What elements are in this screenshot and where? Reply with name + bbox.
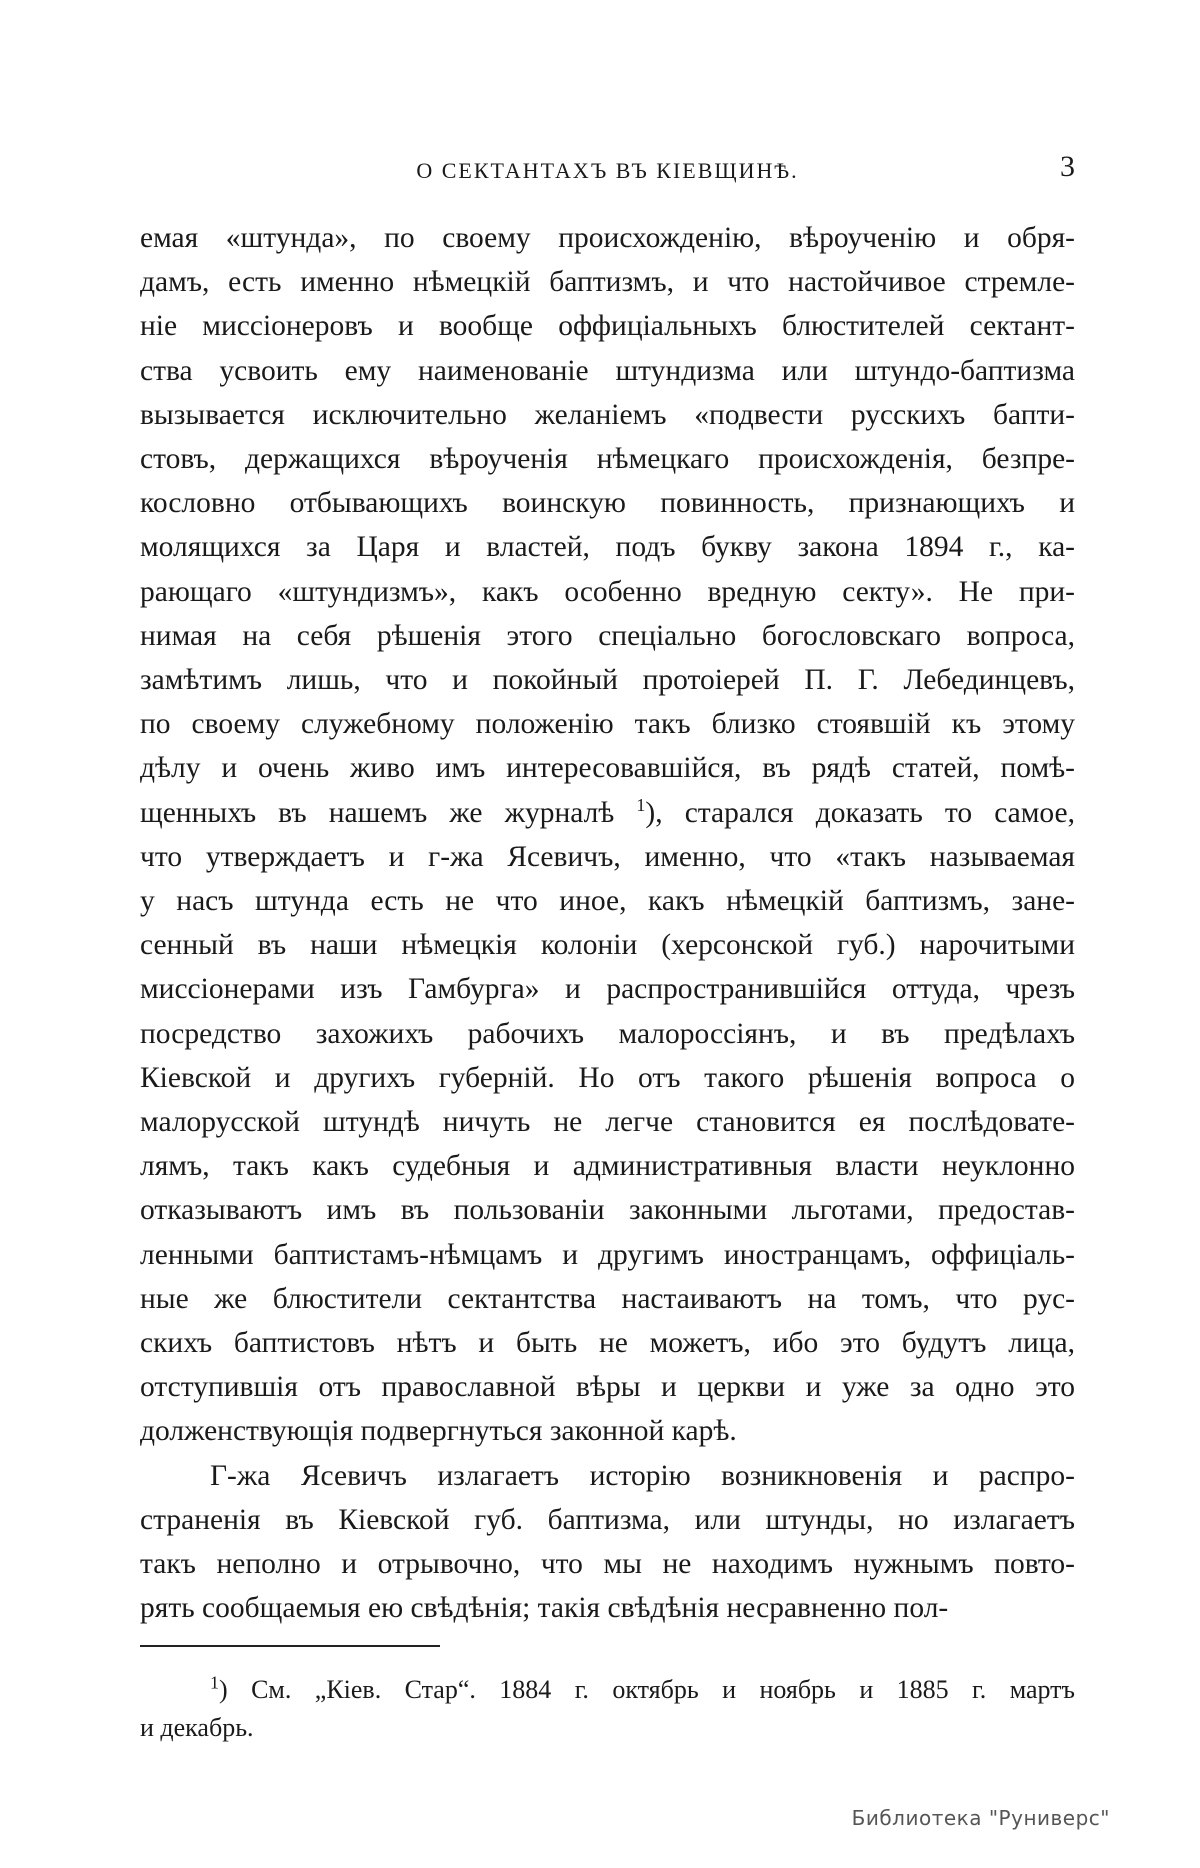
- footnote-ref[interactable]: 1: [636, 794, 646, 815]
- text-line: что утверждаетъ и г-жа Ясевичъ, именно, что «такъ называемая: [140, 840, 1075, 873]
- library-watermark: Библиотека "Руниверс": [851, 1806, 1110, 1830]
- text-line: Г-жа Ясевичъ излагаетъ исторію возникновенія и распро-: [210, 1459, 1075, 1492]
- running-head: [140, 150, 1075, 194]
- text-line: молящихся за Царя и властей, подъ букву закона 1894 г., ка-: [140, 531, 1075, 564]
- text-line: рять сообщаемыя ею свѣдѣнія; такія свѣдѣнія несравненно пол-: [140, 1592, 949, 1625]
- paragraph: [140, 1454, 1075, 1631]
- text-line: кословно отбывающихъ воинскую повинность, признающихъ и: [140, 487, 1075, 520]
- running-title: О СЕКТАНТАХЪ ВЪ КІЕВЩИНѢ.: [416, 158, 799, 183]
- text-line: посредство захожихъ рабочихъ малороссіянъ, и въ предѣлахъ: [140, 1017, 1075, 1050]
- text-line: ные же блюстители сектантства настаиваютъ на томъ, что рус-: [140, 1282, 1075, 1315]
- text-line: Кіевской и другихъ губерній. Но отъ такого рѣшенія вопроса о: [140, 1061, 1075, 1094]
- text-line: у насъ штунда есть не что иное, какъ нѣмецкій баптизмъ, зане-: [140, 885, 1075, 918]
- footnote-text: См. „Кіев. Стар“. 1884 г. октябрь и ноябрь и 1885 г. мартъ: [251, 1674, 1075, 1704]
- text-line: миссіонерами изъ Гамбурга» и распространившійся оттуда, чрезъ: [140, 973, 1075, 1006]
- text-line: отступившія отъ православной вѣры и церкви и уже за одно это: [140, 1371, 1075, 1404]
- footnotes: [140, 1671, 1075, 1747]
- text-line: долженствующія подвергнуться законной карѣ.: [140, 1415, 737, 1448]
- text-line: лямъ, такъ какъ судебныя и административныя власти неуклонно: [140, 1150, 1075, 1183]
- footnote-marker: 1: [210, 1671, 219, 1692]
- text-line: вызывается исключительно желаніемъ «подвести русскихъ бапти-: [140, 398, 1075, 431]
- text-line: ленными баптистамъ-нѣмцамъ и другимъ иностранцамъ, оффиціаль-: [140, 1238, 1075, 1271]
- text-line: замѣтимъ лишь, что и покойный протоіерей П. Г. Лебединцевъ,: [140, 664, 1075, 697]
- text-line: рающаго «штундизмъ», какъ особенно вредную секту». Не при-: [140, 575, 1075, 608]
- text-line: сенный въ наши нѣмецкія колоніи (херсонской губ.) нарочитыми: [140, 929, 1075, 962]
- text-line: дѣлу и очень живо имъ интересовавшійся, въ рядѣ статей, помѣ-: [140, 752, 1075, 785]
- page-number: 3: [1060, 150, 1075, 183]
- text-line: скихъ баптистовъ нѣтъ и быть не можетъ, ибо это будутъ лица,: [140, 1327, 1075, 1360]
- text-line: емая «штунда», по своему происхожденію, вѣроученію и обря-: [140, 222, 1075, 254]
- text-line: такъ неполно и отрывочно, что мы не находимъ нужнымъ повто-: [140, 1548, 1075, 1581]
- text-line: стовъ, держащихся вѣроученія нѣмецкаго происхожденія, безпре-: [140, 443, 1075, 476]
- text-line: малорусской штундѣ ничуть не легче становится ея послѣдовате-: [140, 1106, 1075, 1139]
- book-page: [140, 150, 1075, 1747]
- text-line: ства усвоить ему наименованіе штундизма или штундо-баптизма: [140, 354, 1075, 387]
- text-line: отказываютъ имъ въ пользованіи законными льготами, предостав-: [140, 1194, 1075, 1227]
- footnote-line-1: $^1$) См. „Кіев. Стар“. 1884 г. октябрь и ноябрь и 1885 г. мартъ: [210, 1671, 1075, 1704]
- footnote-line-2: и декабрь.: [140, 1712, 254, 1742]
- text-line: по своему служебному положенію такъ близко стоявшій къ этому: [140, 708, 1075, 741]
- text-line: ніе миссіонеровъ и вообще оффиціальныхъ блюстителей сектант-: [140, 310, 1075, 343]
- footnote-divider: [140, 1645, 440, 1647]
- paragraph: [140, 216, 1075, 1454]
- body-text: [140, 216, 1075, 1631]
- text-line: нимая на себя рѣшенія этого спеціально богословскаго вопроса,: [140, 619, 1075, 652]
- text-line: страненія въ Кіевской губ. баптизма, или штунды, но излагаетъ: [140, 1503, 1075, 1536]
- text-line: дамъ, есть именно нѣмецкій баптизмъ, и что настойчивое стремле-: [140, 266, 1075, 299]
- text-line: щенныхъ въ нашемъ же журналѣ $^1$), старался доказать то самое,: [140, 794, 1075, 829]
